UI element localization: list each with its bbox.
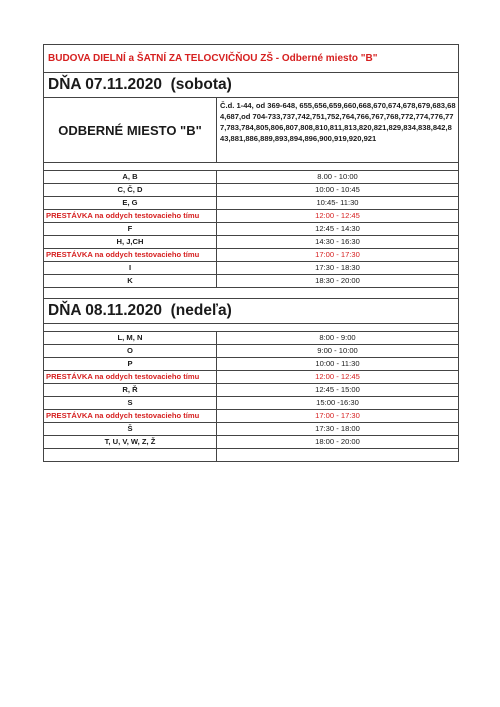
schedule-row (44, 332, 458, 345)
group-cell: H, J,CH (44, 236, 217, 248)
time-cell: 10:45- 11:30 (316, 198, 359, 207)
break-row (44, 210, 458, 223)
collection-point-label: ODBERNÉ MIESTO "B" (44, 98, 217, 162)
schedule-row (44, 262, 458, 275)
time-cell: 12:45 - 15:00 (315, 385, 360, 394)
day1-schedule-table (44, 171, 458, 288)
group-cell: I (44, 262, 217, 274)
time-cell: 17:30 - 18:00 (315, 424, 360, 433)
table-spacer-row (44, 163, 458, 171)
time-cell: 17:30 - 18:30 (315, 263, 360, 272)
time-cell: 8.00 - 10:00 (317, 172, 358, 181)
group-cell: PRESTÁVKA na oddych testovacieho tímu (44, 410, 217, 422)
break-row (44, 249, 458, 262)
time-cell: 17:00 - 17:30 (315, 250, 360, 259)
document-title: BUDOVA DIELNÍ a ŠATNÍ ZA TELOCVIČŇOU ZŠ - Odberné miesto "B" (44, 45, 458, 73)
schedule-row (44, 171, 458, 184)
group-cell: PRESTÁVKA na oddych testovacieho tímu (44, 210, 217, 222)
time-cell: 10:00 - 10:45 (315, 185, 360, 194)
group-cell: PRESTÁVKA na oddych testovacieho tímu (44, 249, 217, 261)
schedule-sheet (43, 44, 459, 462)
group-cell: K (44, 275, 217, 287)
group-cell: Š (44, 423, 217, 435)
break-row (44, 410, 458, 423)
schedule-row (44, 236, 458, 249)
group-cell: O (44, 345, 217, 357)
time-cell: 17:00 - 17:30 (315, 411, 360, 420)
time-cell: 12:45 - 14:30 (315, 224, 360, 233)
day2-schedule-table (44, 332, 458, 449)
time-cell: 15:00 -16:30 (316, 398, 359, 407)
day2-heading: DŇA 08.11.2020 (nedeľa) (44, 299, 458, 324)
schedule-row (44, 397, 458, 410)
schedule-row (44, 436, 458, 449)
schedule-row (44, 197, 458, 210)
group-cell: P (44, 358, 217, 370)
time-cell: 18:30 - 20:00 (315, 276, 360, 285)
schedule-row (44, 358, 458, 371)
collection-point-row (44, 98, 458, 163)
table-empty-row (44, 288, 458, 299)
group-cell: L, M, N (44, 332, 217, 344)
group-cell: A, B (44, 171, 217, 183)
group-cell: S (44, 397, 217, 409)
time-cell: 14:30 - 16:30 (315, 237, 360, 246)
schedule-row (44, 384, 458, 397)
group-cell: T, U, V, W, Z, Ž (44, 436, 217, 448)
schedule-row (44, 223, 458, 236)
group-cell: PRESTÁVKA na oddych testovacieho tímu (44, 371, 217, 383)
table-empty-row (44, 449, 458, 462)
schedule-row (44, 275, 458, 288)
schedule-row (44, 345, 458, 358)
time-cell: 12:00 - 12:45 (315, 211, 360, 220)
day1-heading: DŇA 07.11.2020 (sobota) (44, 73, 458, 98)
house-numbers-list: Č.d. 1-44, od 369-648, 655,656,659,660,668,670,674,678,679,683,684,687,od 704-733,737,742,751,752,764,766,767,768,772,774,776,777,783,784,805,806,807,808,810,811,813,820,821,829,834,838,842,843,881,886,889,893,894,896,900,919,920,921 (220, 101, 456, 143)
group-cell: C, Č, D (44, 184, 217, 196)
time-cell: 18:00 - 20:00 (315, 437, 360, 446)
time-cell: 10:00 - 11:30 (315, 359, 360, 368)
break-row (44, 371, 458, 384)
schedule-row (44, 184, 458, 197)
table-spacer-row (44, 324, 458, 332)
group-cell: E, G (44, 197, 217, 209)
schedule-row (44, 423, 458, 436)
group-cell: F (44, 223, 217, 235)
time-cell: 9:00 - 10:00 (317, 346, 358, 355)
time-cell: 12:00 - 12:45 (315, 372, 360, 381)
group-cell: R, Ř (44, 384, 217, 396)
time-cell: 8:00 - 9:00 (319, 333, 356, 342)
